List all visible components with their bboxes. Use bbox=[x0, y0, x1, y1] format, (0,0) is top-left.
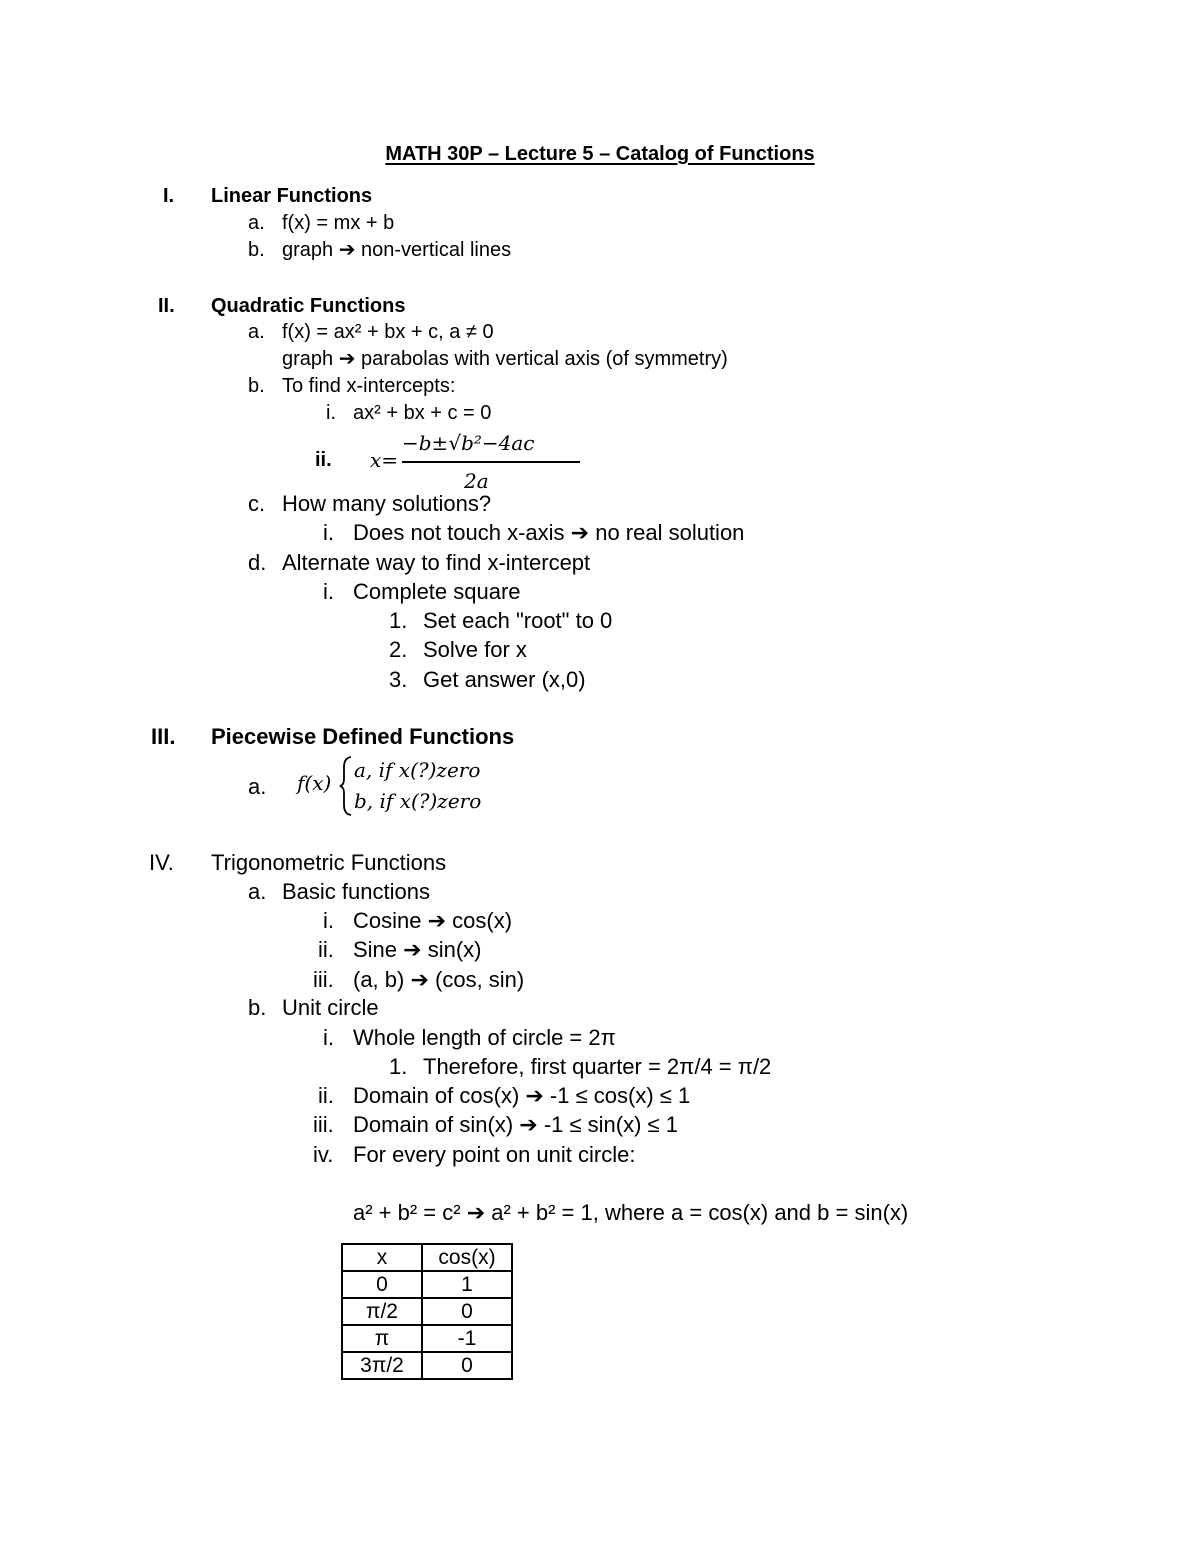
table-row bbox=[342, 1325, 512, 1352]
item-text: Domain of sin(x) ➔ -1 ≤ sin(x) ≤ 1 bbox=[353, 1112, 678, 1137]
section-heading: Quadratic Functions bbox=[211, 295, 406, 317]
piecewise-case-2: b, if x(?)zero bbox=[354, 789, 482, 813]
table-cell: 0 bbox=[342, 1271, 422, 1298]
item-text: (a, b) ➔ (cos, sin) bbox=[353, 967, 525, 992]
table-cell: 3π/2 bbox=[342, 1352, 422, 1379]
item-label: iii. bbox=[313, 967, 334, 992]
item-text: Complete square bbox=[353, 579, 521, 604]
table-row bbox=[342, 1352, 512, 1379]
item-text: Domain of cos(x) ➔ -1 ≤ cos(x) ≤ 1 bbox=[353, 1083, 691, 1108]
item-text: Unit circle bbox=[282, 995, 379, 1020]
item-label: i. bbox=[323, 908, 334, 933]
item-text: Therefore, first quarter = 2π/4 = π/2 bbox=[423, 1054, 772, 1079]
item-label: ii. bbox=[315, 449, 332, 471]
item-label: 2. bbox=[389, 637, 408, 662]
item-text: Sine ➔ sin(x) bbox=[353, 937, 482, 962]
section-heading: Trigonometric Functions bbox=[211, 850, 447, 875]
formula-lhs: x= bbox=[370, 448, 399, 472]
item-label: b. bbox=[248, 375, 265, 397]
item-label: b. bbox=[248, 995, 267, 1020]
section-heading: Linear Functions bbox=[211, 185, 373, 207]
table-header-row bbox=[342, 1244, 512, 1271]
section-heading: Piecewise Defined Functions bbox=[211, 724, 515, 749]
item-label: ii. bbox=[318, 1083, 334, 1108]
item-label: a. bbox=[248, 212, 265, 234]
item-text: How many solutions? bbox=[282, 491, 492, 516]
item-text: Does not touch x-axis ➔ no real solution bbox=[353, 520, 745, 545]
item-label: ii. bbox=[318, 937, 334, 962]
item-text: Cosine ➔ cos(x) bbox=[353, 908, 513, 933]
left-brace-icon bbox=[338, 755, 354, 817]
item-text: Basic functions bbox=[282, 879, 430, 904]
page-title: MATH 30P – Lecture 5 – Catalog of Functions bbox=[385, 143, 815, 165]
item-label: a. bbox=[248, 774, 267, 799]
table-cell: π bbox=[342, 1325, 422, 1352]
item-label: 3. bbox=[389, 667, 408, 692]
item-text: graph ➔ non-vertical lines bbox=[282, 239, 512, 261]
cosine-values-table bbox=[341, 1243, 513, 1380]
item-label: b. bbox=[248, 239, 265, 261]
section-number: III. bbox=[151, 724, 176, 749]
item-label: i. bbox=[323, 520, 334, 545]
item-text: f(x) = mx + b bbox=[282, 212, 395, 234]
piecewise-case-1: a, if x(?)zero bbox=[354, 758, 481, 782]
section-number: II. bbox=[158, 295, 175, 317]
item-text: Solve for x bbox=[423, 637, 527, 662]
item-label: i. bbox=[323, 579, 334, 604]
section-number: IV. bbox=[149, 850, 174, 875]
item-text: Whole length of circle = 2π bbox=[353, 1025, 616, 1050]
formula-denominator: 2a bbox=[464, 469, 489, 493]
table-cell: -1 bbox=[422, 1325, 512, 1352]
table-cell: 0 bbox=[422, 1352, 512, 1379]
table-row bbox=[342, 1298, 512, 1325]
item-label: iv. bbox=[313, 1142, 334, 1167]
item-label: c. bbox=[248, 491, 266, 516]
table-header: x bbox=[342, 1244, 422, 1271]
item-text: f(x) = ax² + bx + c, a ≠ 0 bbox=[282, 321, 494, 343]
item-label: i. bbox=[326, 402, 336, 424]
formula-numerator: −b±√b²−4ac bbox=[402, 431, 535, 455]
table-cell: π/2 bbox=[342, 1298, 422, 1325]
table-cell: 1 bbox=[422, 1271, 512, 1298]
quadratic-formula bbox=[402, 431, 580, 491]
item-text: ax² + bx + c = 0 bbox=[353, 402, 492, 424]
section-number: I. bbox=[163, 185, 175, 207]
item-label: d. bbox=[248, 550, 267, 575]
item-label: a. bbox=[248, 879, 267, 904]
item-text: Alternate way to find x-intercept bbox=[282, 550, 591, 575]
item-text: For every point on unit circle: bbox=[353, 1142, 636, 1167]
item-text: Set each "root" to 0 bbox=[423, 608, 613, 633]
item-text: Get answer (x,0) bbox=[423, 667, 586, 692]
pythagorean-identity: a² + b² = c² ➔ a² + b² = 1, where a = cos(x) and b = sin(x) bbox=[353, 1200, 909, 1225]
fraction-bar bbox=[402, 461, 580, 463]
item-text: graph ➔ parabolas with vertical axis (of symmetry) bbox=[282, 348, 728, 370]
table-header: cos(x) bbox=[422, 1244, 512, 1271]
item-label: 1. bbox=[389, 608, 408, 633]
table-row bbox=[342, 1271, 512, 1298]
item-text: To find x-intercepts: bbox=[282, 375, 456, 397]
item-label: i. bbox=[323, 1025, 334, 1050]
item-label: iii. bbox=[313, 1112, 334, 1137]
item-label: a. bbox=[248, 321, 265, 343]
table-cell: 0 bbox=[422, 1298, 512, 1325]
item-label: 1. bbox=[389, 1054, 408, 1079]
piecewise-lhs: f(x) bbox=[297, 771, 332, 795]
